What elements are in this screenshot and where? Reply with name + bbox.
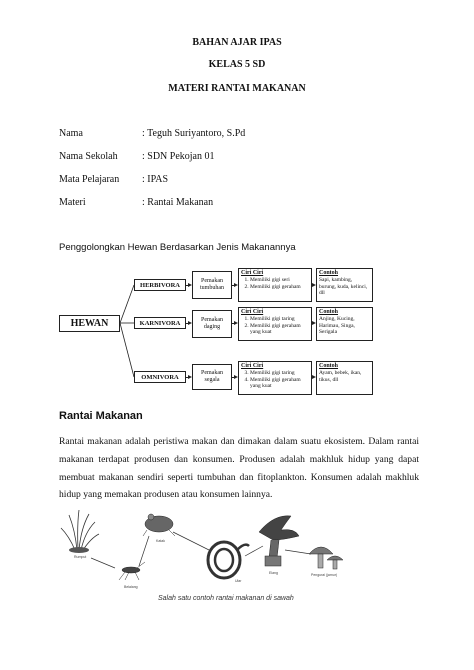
- info-label-mapel: Mata Pelajaran: [59, 174, 120, 185]
- info-label-materi: Materi: [59, 197, 86, 208]
- eagle-image: [259, 516, 299, 566]
- contoh-herbivora: [316, 268, 373, 302]
- info-value-sekolah: : SDN Pekojan 01: [142, 151, 215, 162]
- label-ular: Ular: [235, 579, 242, 583]
- branch-lines: [120, 280, 136, 380]
- mushroom-image: [309, 547, 343, 569]
- label-katak: Katak: [156, 539, 165, 543]
- food-herbivora: Pemakan tumbuhan: [192, 271, 232, 299]
- label-rumput: Rumput: [74, 555, 87, 559]
- ciri-item: 1. Memiliki gigi taring: [250, 316, 309, 323]
- contoh-karnivora: [316, 307, 373, 341]
- ciri-heading: Ciri Ciri: [241, 363, 264, 369]
- category-karnivora: KARNIVORA: [134, 317, 186, 329]
- contoh-text: Sapi, kambing, burung, kuda, kelinci, dll: [319, 277, 368, 297]
- label-pengurai: Pengurai (jamur): [311, 573, 338, 577]
- contoh-text: Anjing, Kucing, Harimau, Singa, Serigala: [319, 316, 355, 336]
- contoh-omnivora: [316, 361, 373, 395]
- food-karnivora: Pemakan daging: [192, 310, 232, 338]
- diagram-root-hewan: HEWAN: [59, 315, 120, 332]
- info-label-sekolah: Nama Sekolah: [59, 151, 118, 162]
- category-omnivora: OMNIVORA: [134, 371, 186, 383]
- contoh-heading: Contoh: [319, 363, 339, 369]
- snake-image: [208, 542, 249, 578]
- section-title: Rantai Makanan: [59, 410, 143, 422]
- ciri-karnivora: [238, 307, 312, 341]
- ciri-heading: Ciri Ciri: [241, 309, 264, 315]
- ciri-heading: Ciri Ciri: [241, 270, 264, 276]
- info-value-nama: : Teguh Suriyantoro, S.Pd: [142, 128, 246, 139]
- grass-image: [61, 510, 99, 553]
- frog-image: [143, 514, 175, 536]
- illustration-caption: Salah satu contoh rantai makanan di sawah: [158, 595, 294, 602]
- doc-title-line2: KELAS 5 SD: [208, 59, 266, 70]
- doc-title-line1: BAHAN AJAR IPAS: [192, 37, 282, 48]
- label-elang: Elang: [269, 571, 278, 575]
- contoh-heading: Contoh: [319, 270, 339, 276]
- label-belalang: Belalang: [124, 585, 138, 589]
- ciri-item: 2. Memiliki gigi geraham yang kuat: [250, 323, 309, 336]
- info-label-nama: Nama: [59, 128, 83, 139]
- ciri-item: 2. Memiliki gigi geraham: [250, 284, 309, 291]
- food-omnivora: Pemakan segala: [192, 364, 232, 390]
- info-value-materi: : Rantai Makanan: [142, 197, 214, 208]
- ciri-item: 1. Memiliki gigi seri: [250, 277, 309, 284]
- diagram-subtitle: Penggolongkan Hewan Berdasarkan Jenis Makanannya: [59, 242, 296, 253]
- ciri-item: 4. Memiliki gigi geraham yang kuat: [250, 377, 309, 390]
- ciri-omnivora: [238, 361, 312, 395]
- info-value-mapel: : IPAS: [142, 174, 169, 185]
- ciri-herbivora: [238, 268, 312, 302]
- contoh-heading: Contoh: [319, 309, 339, 315]
- food-chain-illustration: [59, 510, 359, 606]
- category-herbivora: HERBIVORA: [134, 279, 186, 291]
- doc-title-line3: MATERI RANTAI MAKANAN: [168, 83, 306, 94]
- grasshopper-image: [119, 562, 145, 580]
- ciri-item: 3. Memiliki gigi taring: [250, 370, 309, 377]
- body-paragraph: Rantai makanan adalah peristiwa makan dan dimakan dalam suatu ekosistem. Dalam rantai makanan terdapat produsen dan konsumen. Produsen adalah makhluk hidup yang dapat membuat makanan sendiri seperti tumbuhan dan fitoplankton. Konsumen adalah makhluk hidup yang memakan produsen atau konsumen lainnya.: [59, 436, 419, 501]
- contoh-text: Ayam, bebek, ikan, tikus, dll: [319, 370, 362, 383]
